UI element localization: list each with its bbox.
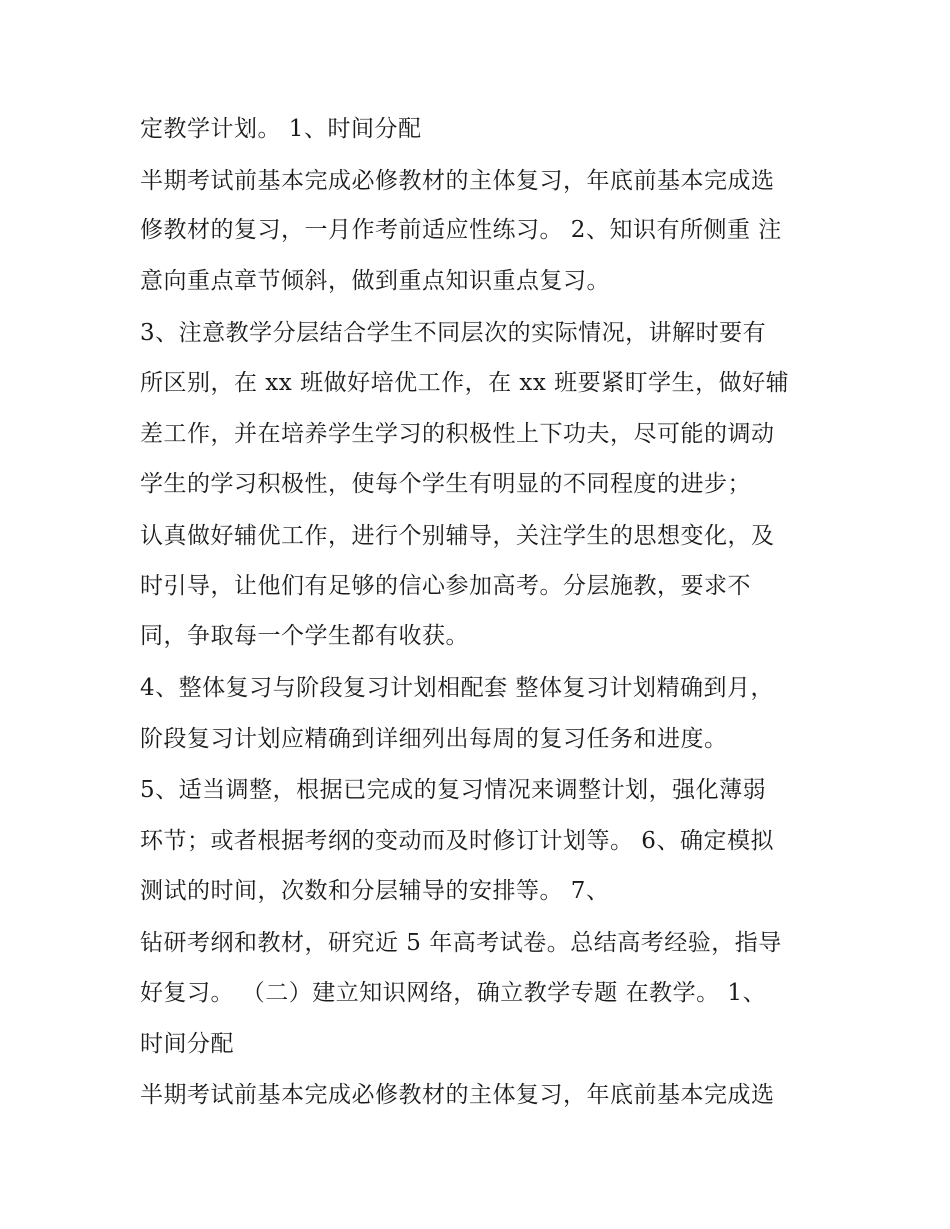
text-line: 意向重点章节倾斜，做到重点知识重点复习。 <box>140 268 610 294</box>
text-line: 所区别，在 xx 班做好培优工作，在 xx 班要紧盯学生，做好辅 <box>140 370 790 396</box>
text-line: 修教材的复习，一月作考前适应性练习。 2、知识有所侧重 注 <box>140 217 782 243</box>
text-line: 环节；或者根据考纲的变动而及时修订计划等。 6、确定模拟 <box>140 828 774 854</box>
text-line: 同，争取每一个学生都有收获。 <box>140 623 469 649</box>
text-line: 4、整体复习与阶段复习计划相配套 整体复习计划精确到月， <box>140 675 774 701</box>
text-line: 钻研考纲和教材，研究近 5 年高考试卷。总结高考经验，指导 <box>140 930 782 956</box>
text-line: 认真做好辅优工作，进行个别辅导，关注学生的思想变化，及 <box>140 523 775 549</box>
text-line: 学生的学习积极性，使每个学生有明显的不同程度的进步； <box>140 471 751 497</box>
text-line: 3、注意教学分层结合学生不同层次的实际情况，讲解时要有 <box>140 320 767 346</box>
text-line: 差工作，并在培养学生学习的积极性上下功夫，尽可能的调动 <box>140 421 775 447</box>
text-line: 阶段复习计划应精确到详细列出每周的复习任务和进度。 <box>140 726 728 752</box>
text-line: 5、适当调整，根据已完成的复习情况来调整计划，强化薄弱 <box>140 777 767 803</box>
text-line: 半期考试前基本完成必修教材的主体复习，年底前基本完成选 <box>140 1082 775 1108</box>
text-line: 半期考试前基本完成必修教材的主体复习，年底前基本完成选 <box>140 168 775 194</box>
text-line: 时间分配 <box>140 1031 234 1057</box>
text-line: 时引导，让他们有足够的信心参加高考。分层施教，要求不 <box>140 573 751 599</box>
text-line: 测试的时间，次数和分层辅导的安排等。 7、 <box>140 878 610 904</box>
text-line: 定教学计划。 1、时间分配 <box>140 116 422 142</box>
text-line: 好复习。 （二）建立知识网络，确立教学专题 在教学。 1、 <box>140 980 767 1006</box>
